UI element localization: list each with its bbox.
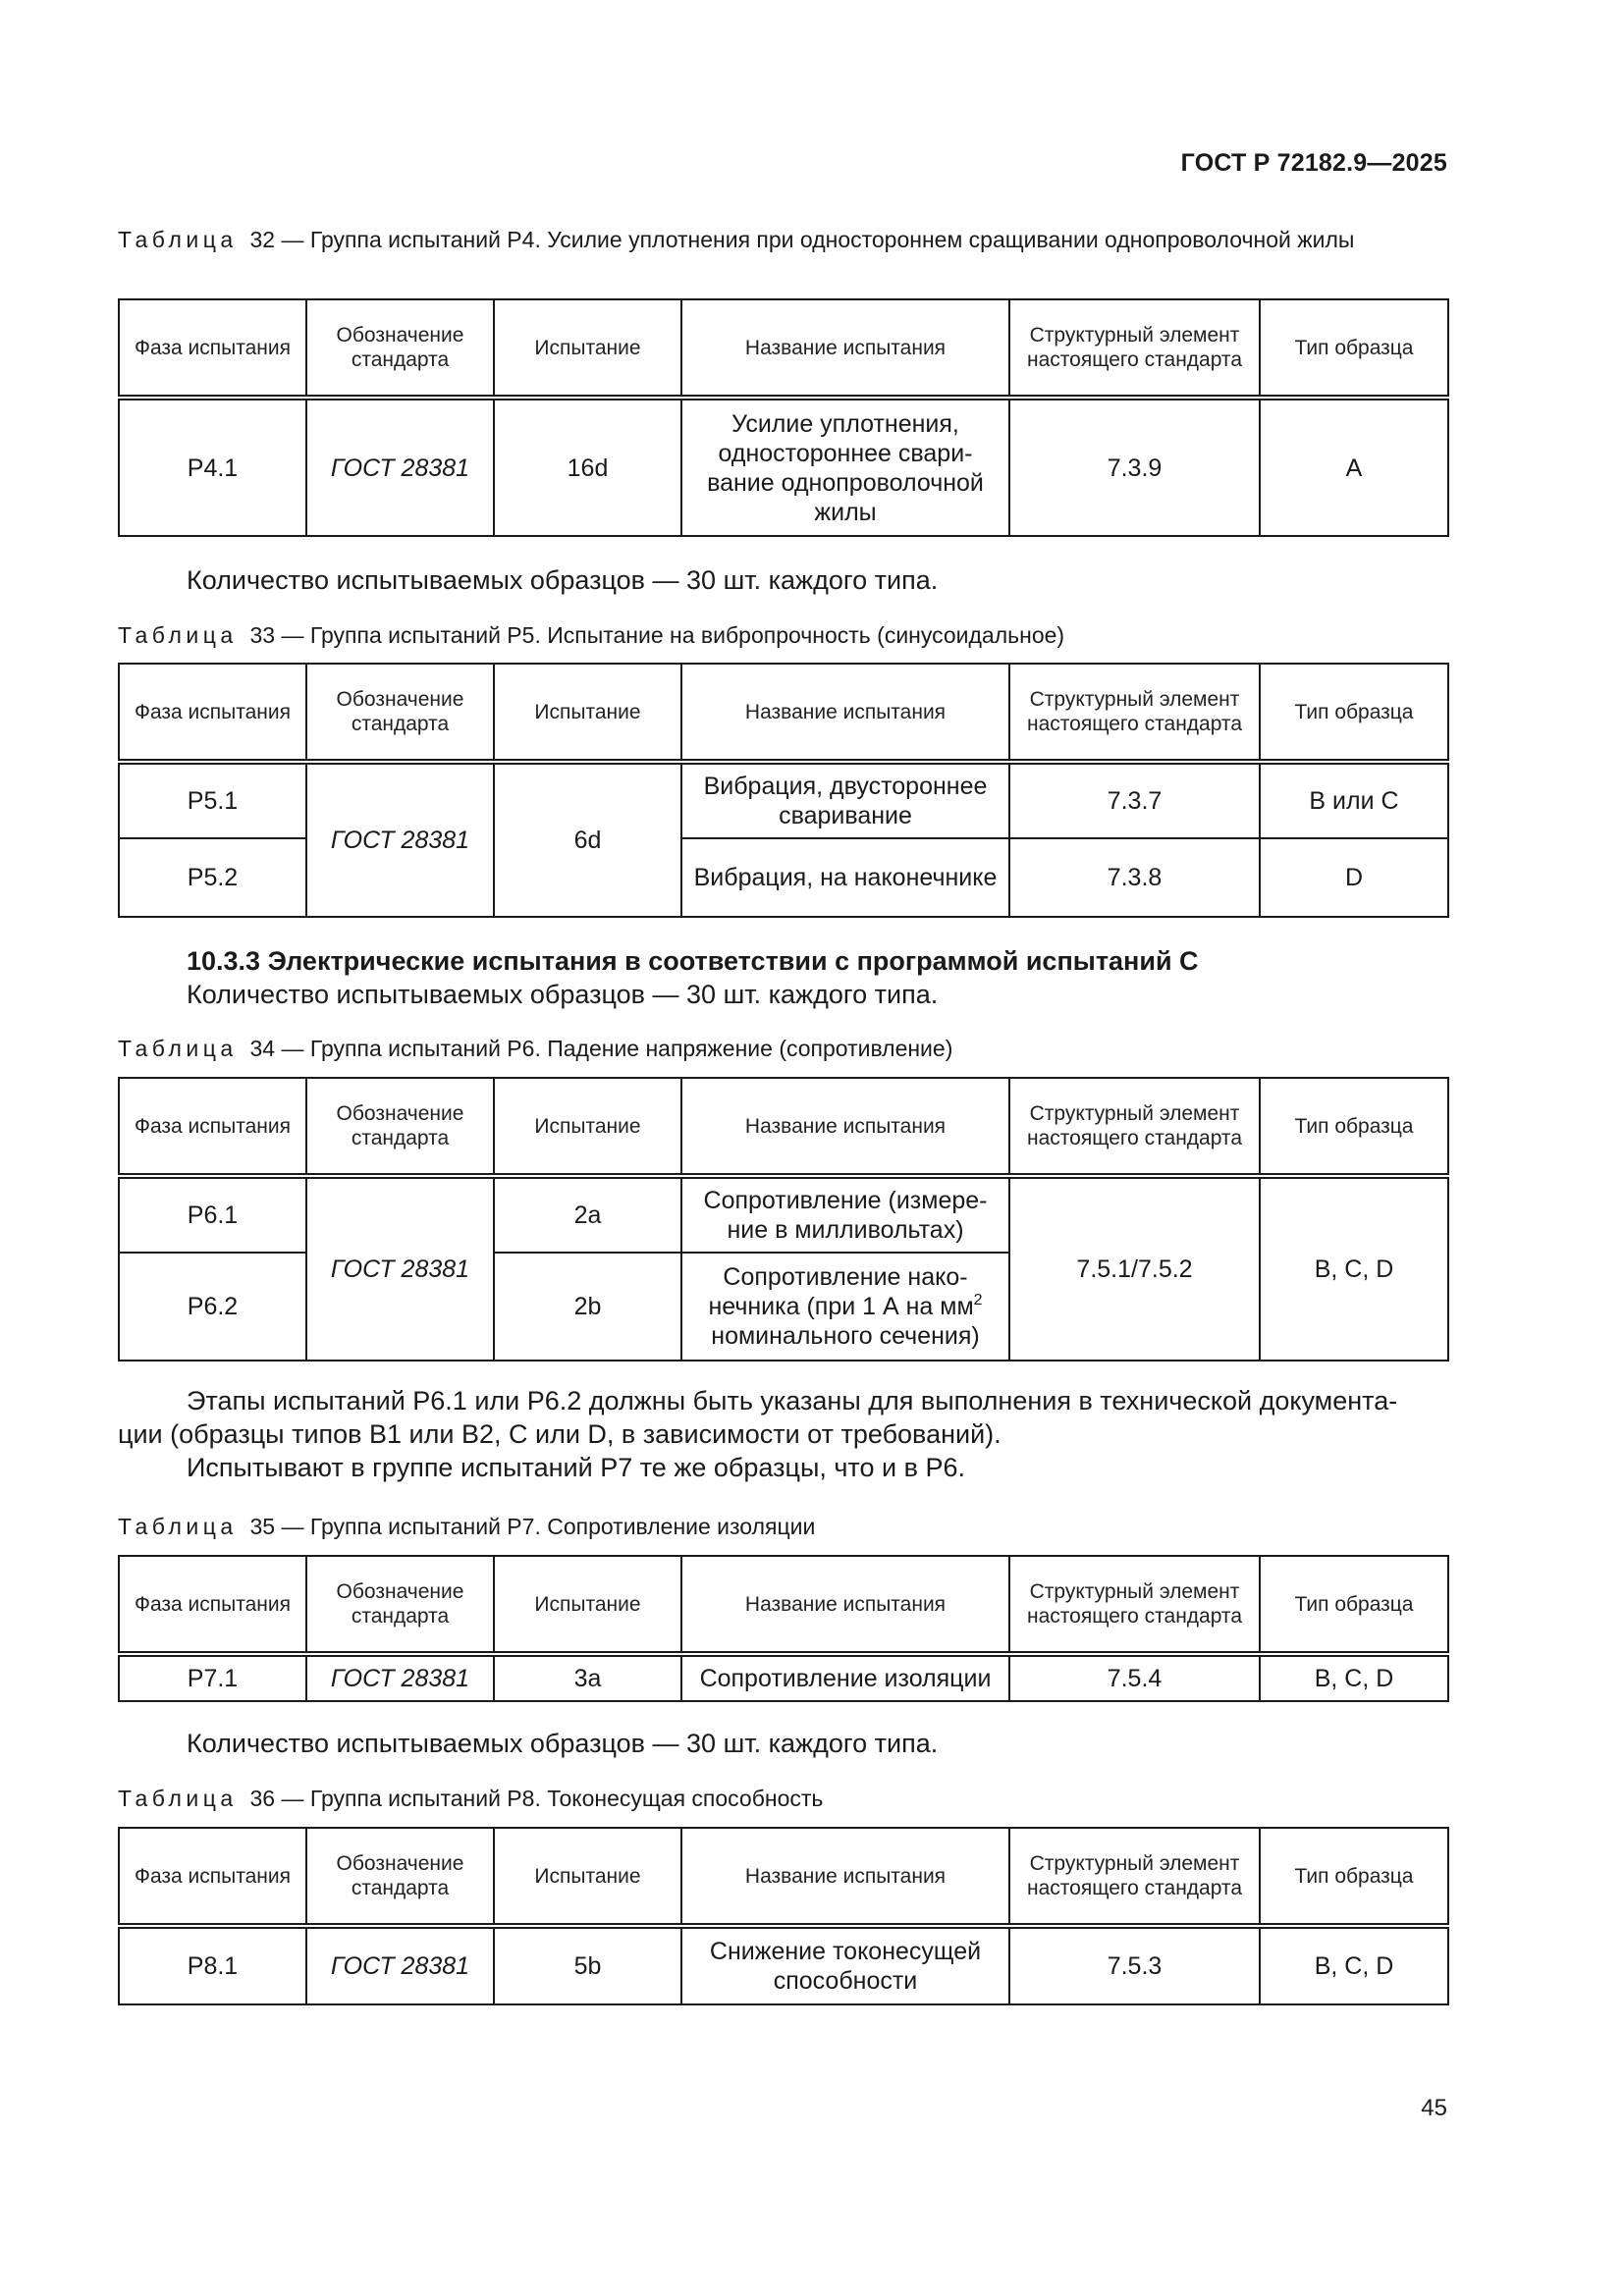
table-caption-text: 36 — Группа испытаний Р8. Токонесущая способность [249,1786,824,1811]
cell-test-name: Сопротивление (измере-ние в милливольтах) [681,1176,1009,1253]
table-36-caption [118,1784,1445,1813]
col-header-test-name: Название испытания [681,299,1009,398]
col-header-test-name: Название испытания [681,1078,1009,1176]
col-header-test: Испытание [494,299,681,398]
table-label: Таблица [118,1514,238,1539]
cell-element: 7.3.9 [1009,398,1260,536]
cell-test-name: Вибрация, двустороннее сваривание [681,762,1009,838]
section-text: Количество испытываемых образцов — 30 шт. каждого типа. [187,980,939,1009]
cell-test-name: Сопротивление нако-нечника (при 1 А на $мм^2$ номинального сечения) [681,1253,1009,1361]
col-header-phase: Фаза испытания [119,1828,306,1926]
cell-phase: Р6.2 [119,1253,306,1361]
table-header-row [119,1078,1448,1176]
table-label: Таблица [118,622,238,648]
cell-phase: Р5.2 [119,838,306,917]
cell-test: 16d [494,398,681,536]
paragraph-sample-count-1: Количество испытываемых образцов — 30 шт. каждого типа. [187,565,939,595]
cell-element: 7.5.3 [1009,1926,1260,2004]
standard-id: ГОСТ Р 72182.9—2025 [1180,149,1447,177]
table-32 [118,298,1449,537]
paragraph-test-phases: Этапы испытаний Р6.1 или Р6.2 должны быть указаны для выполнения в технической документа- ции (образцы типов B1 или B2, C или D, в зависимости от требований). Испытывают в группе испытаний Р7 те же образцы, что и в Р6. [118,1386,1398,1482]
col-header-test-name: Название испытания [681,1556,1009,1654]
cell-test: 3a [494,1654,681,1701]
col-header-phase: Фаза испытания [119,664,306,762]
cell-element: 7.5.1/7.5.2 [1009,1176,1260,1361]
table-row [119,1926,1448,2004]
cell-phase: Р7.1 [119,1654,306,1701]
cell-element: 7.5.4 [1009,1654,1260,1701]
table-header-row [119,1556,1448,1654]
table-34 [118,1077,1449,1362]
cell-standard: ГОСТ 28381 [306,1926,494,2004]
cell-sample-type: B или C [1260,762,1448,838]
cell-phase: Р8.1 [119,1926,306,2004]
col-header-sample-type: Тип образца [1260,299,1448,398]
table-35 [118,1555,1449,1702]
table-label: Таблица [118,1786,238,1811]
table-34-caption [118,1034,1445,1063]
page-number: 45 [1421,2095,1447,2121]
superscript: 2 [973,1292,983,1308]
col-header-standard: Обозначение стандарта [306,664,494,762]
cell-phase: Р4.1 [119,398,306,536]
table-33 [118,663,1449,918]
table-row [119,762,1448,838]
col-header-phase: Фаза испытания [119,1556,306,1654]
col-header-test: Испытание [494,1078,681,1176]
table-32-caption [118,225,1445,254]
col-header-standard: Обозначение стандарта [306,1828,494,1926]
cell-test-name: Снижение токонесущей способности [681,1926,1009,2004]
col-header-element: Структурный элемент настоящего стандарта [1009,1828,1260,1926]
section-10-3-3 [118,944,1445,1011]
table-header-row [119,1828,1448,1926]
col-header-test-name: Название испытания [681,1828,1009,1926]
table-row [119,1654,1448,1701]
table-row [119,1176,1448,1253]
cell-standard: ГОСТ 28381 [306,762,494,917]
table-header-row [119,299,1448,398]
col-header-phase: Фаза испытания [119,1078,306,1176]
col-header-standard: Обозначение стандарта [306,299,494,398]
cell-standard: ГОСТ 28381 [306,1654,494,1701]
cell-sample-type: A [1260,398,1448,536]
cell-element: 7.3.7 [1009,762,1260,838]
cell-phase: Р6.1 [119,1176,306,1253]
cell-sample-type: B, C, D [1260,1176,1448,1361]
col-header-phase: Фаза испытания [119,299,306,398]
cell-phase: Р5.1 [119,762,306,838]
cell-sample-type: B, C, D [1260,1926,1448,2004]
table-label: Таблица [118,1036,238,1061]
col-header-test: Испытание [494,1828,681,1926]
cell-standard: ГОСТ 28381 [306,1176,494,1361]
col-header-sample-type: Тип образца [1260,664,1448,762]
col-header-standard: Обозначение стандарта [306,1078,494,1176]
table-33-caption [118,620,1445,650]
col-header-test-name: Название испытания [681,664,1009,762]
table-label: Таблица [118,227,238,252]
table-caption-text: 34 — Группа испытаний Р6. Падение напряжение (сопротивление) [249,1036,953,1061]
table-35-caption [118,1512,1445,1541]
col-header-test: Испытание [494,1556,681,1654]
col-header-sample-type: Тип образца [1260,1556,1448,1654]
section-number: 10.3.3 [187,946,261,976]
table-header-row [119,664,1448,762]
cell-sample-type: B, C, D [1260,1654,1448,1701]
table-caption-text: 35 — Группа испытаний Р7. Сопротивление изоляции [249,1514,816,1539]
col-header-sample-type: Тип образца [1260,1828,1448,1926]
cell-element: 7.3.8 [1009,838,1260,917]
table-caption-text: 32 — Группа испытаний Р4. Усилие уплотнения при одностороннем сращивании однопроволочной жилы [249,227,1355,252]
col-header-test: Испытание [494,664,681,762]
col-header-standard: Обозначение стандарта [306,1556,494,1654]
cell-test: 2a [494,1176,681,1253]
col-header-sample-type: Тип образца [1260,1078,1448,1176]
cell-test-name: Вибрация, на наконечнике [681,838,1009,917]
cell-standard: ГОСТ 28381 [306,398,494,536]
col-header-element: Структурный элемент настоящего стандарта [1009,1078,1260,1176]
table-row [119,398,1448,536]
col-header-element: Структурный элемент настоящего стандарта [1009,299,1260,398]
table-36 [118,1827,1449,2005]
paragraph-sample-count-2: Количество испытываемых образцов — 30 шт. каждого типа. [187,1729,939,1758]
table-caption-text: 33 — Группа испытаний Р5. Испытание на вибропрочность (синусоидальное) [249,622,1065,648]
cell-test-name: Сопротивление изоляции [681,1654,1009,1701]
cell-test: 5b [494,1926,681,2004]
cell-test-name: Усилие уплотнения, одностороннее свари-вание однопроволочной жилы [681,398,1009,536]
cell-test: 2b [494,1253,681,1361]
cell-test: 6d [494,762,681,917]
cell-sample-type: D [1260,838,1448,917]
col-header-element: Структурный элемент настоящего стандарта [1009,664,1260,762]
section-title: Электрические испытания в соответствии с программой испытаний C [267,946,1199,976]
col-header-element: Структурный элемент настоящего стандарта [1009,1556,1260,1654]
